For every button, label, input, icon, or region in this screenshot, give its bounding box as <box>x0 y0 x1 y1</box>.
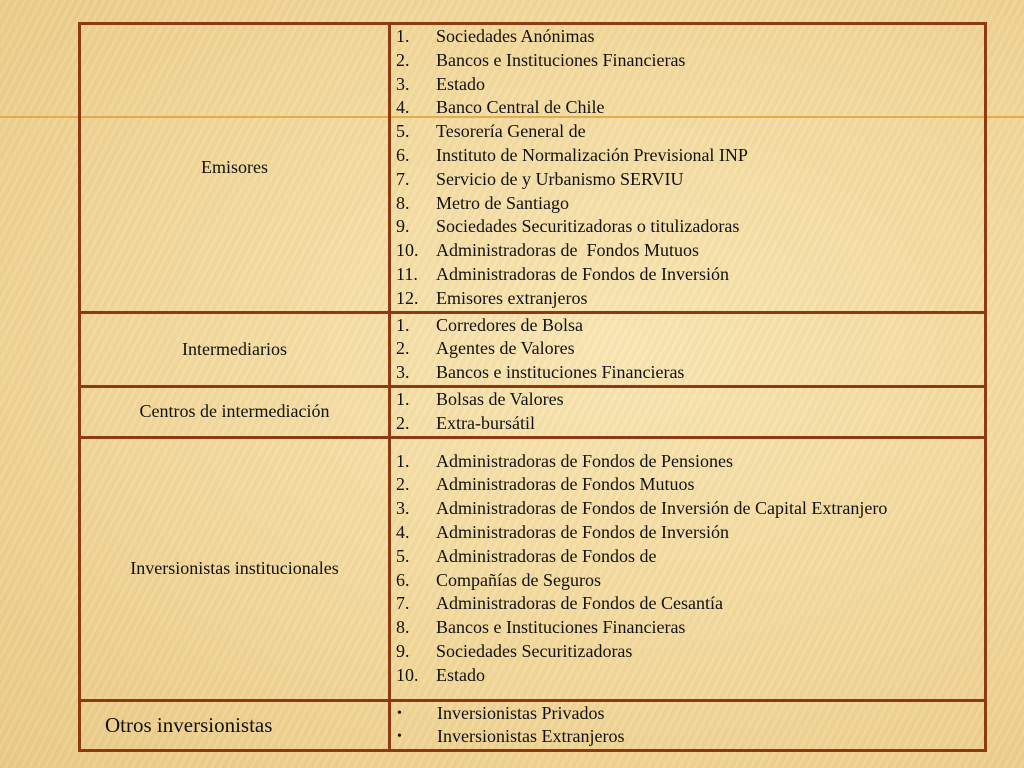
row-intermediarios <box>80 312 986 386</box>
bullet-icon: • <box>397 729 402 745</box>
list-item: 1. Sociedades Anónimas <box>396 26 595 46</box>
list-item: 9. Sociedades Securitizadoras <box>396 640 633 661</box>
list-item: 6. Compañías de Seguros <box>396 569 601 590</box>
items-list <box>391 314 984 385</box>
list-item: 10. Estado <box>396 664 485 685</box>
list-item: 2. Bancos e Instituciones Financieras <box>396 49 686 70</box>
list-item: 10. Administradoras de Fondos Mutuos <box>396 240 699 261</box>
items-list <box>391 25 984 311</box>
row-label: Otros inversionistas <box>80 700 390 751</box>
list-item: 4. Banco Central de Chile <box>396 97 605 118</box>
list-item: 8. Bancos e Instituciones Financieras <box>396 617 686 638</box>
bullet-icon: • <box>397 705 402 721</box>
list-item: 1. Administradoras de Fondos de Pensiones <box>396 450 733 471</box>
list-item: 2. Agentes de Valores <box>396 338 575 359</box>
row-label: Emisores <box>80 24 390 313</box>
items-cell <box>390 437 986 700</box>
row-label: Intermediarios <box>80 312 390 386</box>
list-item: • Inversionistas Privados <box>391 702 984 726</box>
list-item: 1. Bolsas de Valores <box>396 388 564 409</box>
items-cell <box>390 24 986 313</box>
list-item: • Inversionistas Extranjeros <box>391 725 984 749</box>
list-item: 1. Corredores de Bolsa <box>396 314 583 335</box>
list-item: 3. Administradoras de Fondos de Inversión de Capital Extranjero <box>396 498 888 519</box>
list-item: 7. Servicio de y Urbanismo SERVIU <box>396 168 684 189</box>
list-item: 7. Administradoras de Fondos de Cesantía <box>396 593 723 614</box>
row-label: Centros de intermediación <box>80 386 390 437</box>
list-item: 11. Administradoras de Fondos de Inversión <box>396 263 729 284</box>
items-cell <box>390 386 986 437</box>
list-item: 12. Emisores extranjeros <box>396 287 588 308</box>
market-participants-table <box>78 22 987 752</box>
list-item: 5. Administradoras de Fondos de <box>396 545 657 566</box>
list-item: 6. Instituto de Normalización Previsional INP <box>396 144 748 165</box>
items-list <box>391 388 984 436</box>
list-item: 9. Sociedades Securitizadoras o titulizadoras <box>396 216 740 237</box>
row-inversionistas-institucionales <box>80 437 986 700</box>
list-item: 4. Administradoras de Fondos de Inversión <box>396 521 729 542</box>
list-item: 3. Estado <box>396 73 485 94</box>
list-item: 3. Bancos e instituciones Financieras <box>396 362 685 383</box>
row-centros <box>80 386 986 437</box>
items-list <box>391 702 984 750</box>
items-cell <box>390 700 986 751</box>
items-cell <box>390 312 986 386</box>
list-item: 8. Metro de Santiago <box>396 192 569 213</box>
row-emisores <box>80 24 986 313</box>
row-otros-inversionistas <box>80 700 986 751</box>
list-item: 2. Extra-bursátil <box>396 412 535 433</box>
row-label: Inversionistas institucionales <box>80 437 390 700</box>
items-list <box>391 450 984 688</box>
list-item: 2. Administradoras de Fondos Mutuos <box>396 474 695 495</box>
list-item: 5. Tesorería General de <box>396 121 586 142</box>
